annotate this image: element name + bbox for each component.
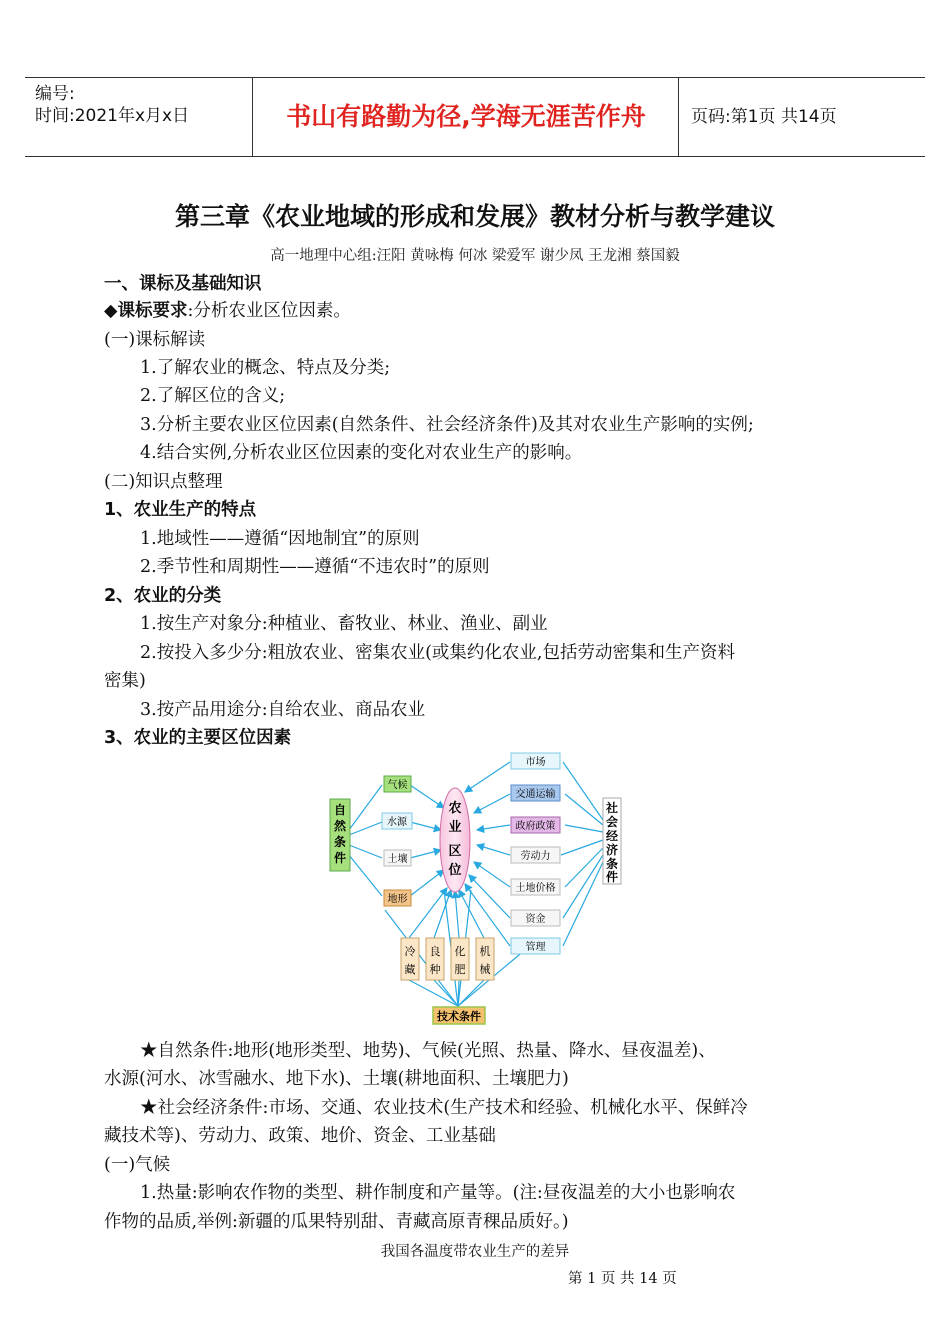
header-meta-cell <box>25 78 253 156</box>
tech-item-char: 良 <box>429 945 441 958</box>
list-item: 3.按产品用途分:自给农业、商品农业 <box>140 700 426 720</box>
subheading-climate: (一)气候 <box>104 1155 171 1175</box>
list-item: 3.分析主要农业区位因素(自然条件、社会经济条件)及其对农业生产影响的实例; <box>140 415 754 435</box>
tech-item-char: 化 <box>454 945 466 958</box>
page-footer: 第 1 页 共 14 页 <box>568 1271 677 1287</box>
heading-classification: 2、农业的分类 <box>104 586 222 606</box>
social-group-char: 会 <box>605 815 619 829</box>
land-price-label: 土地价格 <box>515 883 556 894</box>
document-number-label: 编号: <box>35 84 75 104</box>
social-group-char: 经 <box>605 829 619 843</box>
tech-item-char: 机 <box>479 945 491 958</box>
list-item-continuation: 密集) <box>104 671 146 691</box>
paragraph-line: ★自然条件:地形(地形类型、地势)、气候(光照、热量、降水、昼夜温差)、 <box>140 1041 716 1061</box>
heading-location-factors: 3、农业的主要区位因素 <box>104 728 292 748</box>
labor-label: 劳动力 <box>520 851 551 862</box>
document-time-label: 时间:2021年x月x日 <box>35 106 190 126</box>
subheading-interpretation: (一)课标解读 <box>104 330 206 350</box>
center-char: 区 <box>448 844 462 859</box>
natural-group-char: 件 <box>333 851 347 865</box>
list-item: 4.结合实例,分析农业区位因素的变化对农业生产的影响。 <box>140 443 583 463</box>
paragraph-line: 作物的品质,举例:新疆的瓜果特别甜、青藏高原青稞品质好。) <box>104 1212 569 1232</box>
curriculum-requirement-text: :分析农业区位因素。 <box>187 301 351 321</box>
page-title: 第三章《农业地域的形成和发展》教材分析与教学建议 <box>174 202 775 231</box>
social-group-char: 济 <box>605 843 619 857</box>
center-char: 位 <box>448 863 462 878</box>
center-char: 业 <box>448 820 462 835</box>
document-header <box>25 77 925 157</box>
figure-caption: 我国各温度带农业生产的差异 <box>380 1244 570 1260</box>
center-char: 农 <box>448 801 462 816</box>
natural-group-char: 条 <box>333 835 347 849</box>
social-group-char: 社 <box>605 801 619 815</box>
header-page-label: 页码:第1页 共14页 <box>691 107 837 127</box>
tech-item-char: 肥 <box>454 963 466 976</box>
capital-label: 资金 <box>525 914 546 925</box>
subheading-knowledge: (二)知识点整理 <box>104 472 223 492</box>
paragraph-line: 水源(河水、冰雪融水、地下水)、土壤(耕地面积、土壤肥力) <box>104 1069 569 1089</box>
list-item: 2.季节性和周期性——遵循“不违农时”的原则 <box>140 557 490 577</box>
paragraph-line: ★社会经济条件:市场、交通、农业技术(生产技术和经验、机械化水平、保鲜冷 <box>140 1098 748 1118</box>
social-group-char: 件 <box>605 870 619 884</box>
list-item: 2.按投入多少分:粗放农业、密集农业(或集约化农业,包括劳动密集和生产资料 <box>140 643 735 663</box>
tech-item-char: 藏 <box>404 963 416 976</box>
location-factors-diagram <box>325 750 635 1030</box>
list-item: 1.地域性——遵循“因地制宜”的原则 <box>140 529 420 549</box>
paragraph-line: 藏技术等)、劳动力、政策、地价、资金、工业基础 <box>104 1126 496 1146</box>
tech-item-char: 冷 <box>404 945 416 958</box>
soil-label: 土壤 <box>387 854 408 865</box>
heading-characteristics: 1、农业生产的特点 <box>104 500 257 520</box>
management-label: 管理 <box>525 942 546 953</box>
climate-label: 气候 <box>387 780 408 791</box>
tech-group-label: 技术条件 <box>437 1010 481 1023</box>
section-heading-1: 一、课标及基础知识 <box>104 274 262 294</box>
list-item: 1.了解农业的概念、特点及分类; <box>140 358 391 378</box>
transport-label: 交通运输 <box>515 789 556 800</box>
market-label: 市场 <box>525 757 546 768</box>
list-item: 1.按生产对象分:种植业、畜牧业、林业、渔业、副业 <box>140 614 548 634</box>
policy-label: 政府政策 <box>515 821 556 832</box>
authors-line: 高一地理中心组:汪阳 黄咏梅 何冰 梁爱军 谢少凤 王龙湘 蔡国毅 <box>270 248 680 264</box>
social-group-char: 条 <box>605 857 619 871</box>
terrain-label: 地形 <box>387 894 408 905</box>
paragraph-line: 1.热量:影响农作物的类型、耕作制度和产量等。(注:昼夜温差的大小也影响农 <box>140 1183 736 1203</box>
tech-item-char: 械 <box>479 963 491 976</box>
curriculum-requirement-label: ◆课标要求 <box>104 301 188 321</box>
header-motto: 书山有路勤为径,学海无涯苦作舟 <box>254 78 679 156</box>
natural-group-char: 自 <box>333 803 347 817</box>
list-item: 2.了解区位的含义; <box>140 386 286 406</box>
curriculum-requirement <box>104 299 351 323</box>
tech-item-char: 种 <box>429 963 441 976</box>
natural-group-char: 然 <box>333 819 347 833</box>
water-label: 水源 <box>387 817 407 828</box>
